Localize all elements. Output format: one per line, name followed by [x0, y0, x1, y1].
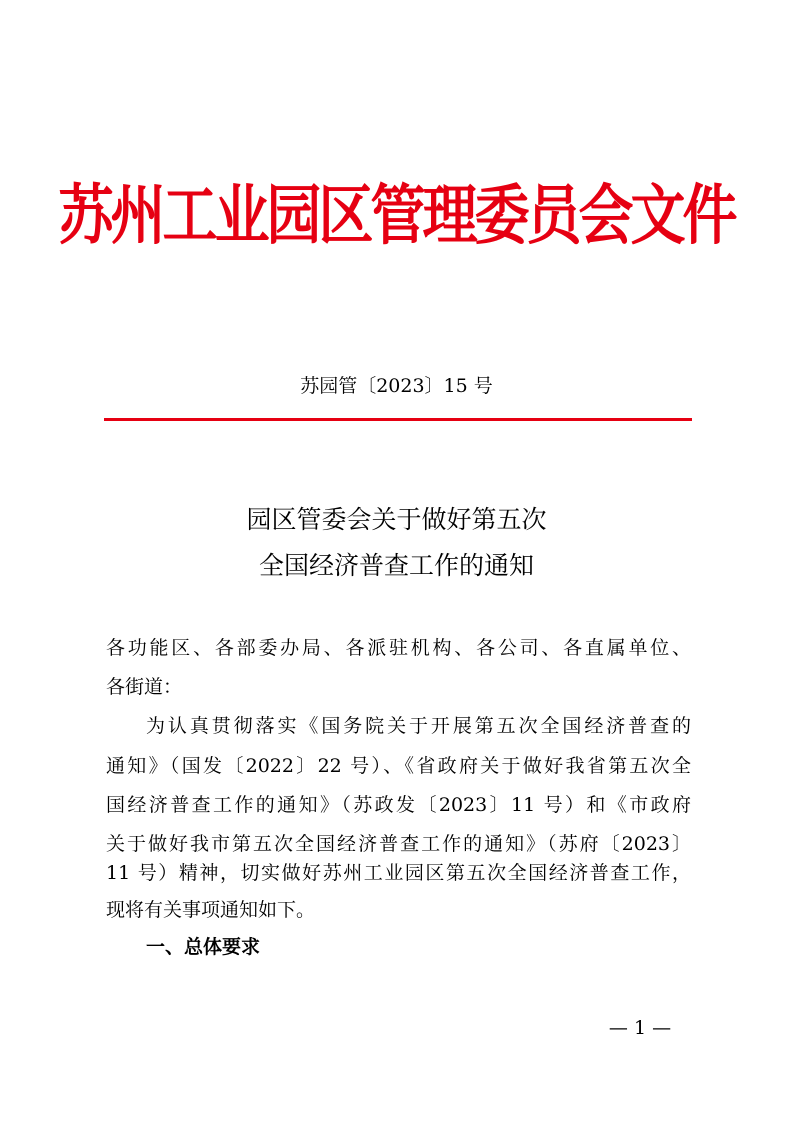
body-paragraph-line-6: 现将有关事项通知如下。: [106, 899, 316, 921]
body-paragraph-line-4: 关于做好我市第五次全国经济普查工作的通知》（苏府〔2023〕: [106, 833, 691, 855]
document-number: 苏园管〔2023〕15 号: [300, 375, 493, 397]
document-title-line-2: 全国经济普查工作的通知: [258, 551, 534, 580]
body-paragraph-line-2: 通知》（国发〔2022〕22 号）、《省政府关于做好我省第五次全: [106, 755, 691, 777]
red-separator-rule: [104, 418, 692, 421]
body-paragraph-line-3: 国经济普查工作的通知》（苏政发〔2023〕11 号）和《市政府: [106, 794, 691, 816]
addressee-line-1: 各功能区、各部委办局、各派驻机构、各公司、各直属单位、: [106, 637, 691, 659]
document-masthead: 苏州工业园区管理委员会文件: [58, 177, 735, 253]
body-paragraph-line-5: 11 号）精神，切实做好苏州工业园区第五次全国经济普查工作，: [106, 862, 691, 884]
document-title-line-1: 园区管委会关于做好第五次: [246, 505, 547, 534]
body-paragraph-line-1: 为认真贯彻落实《国务院关于开展第五次全国经济普查的: [146, 715, 691, 737]
section-heading-general-requirements: 一、总体要求: [146, 936, 261, 958]
page-number: — 1 —: [608, 1017, 672, 1039]
addressee-line-2: 各街道：: [106, 676, 183, 698]
